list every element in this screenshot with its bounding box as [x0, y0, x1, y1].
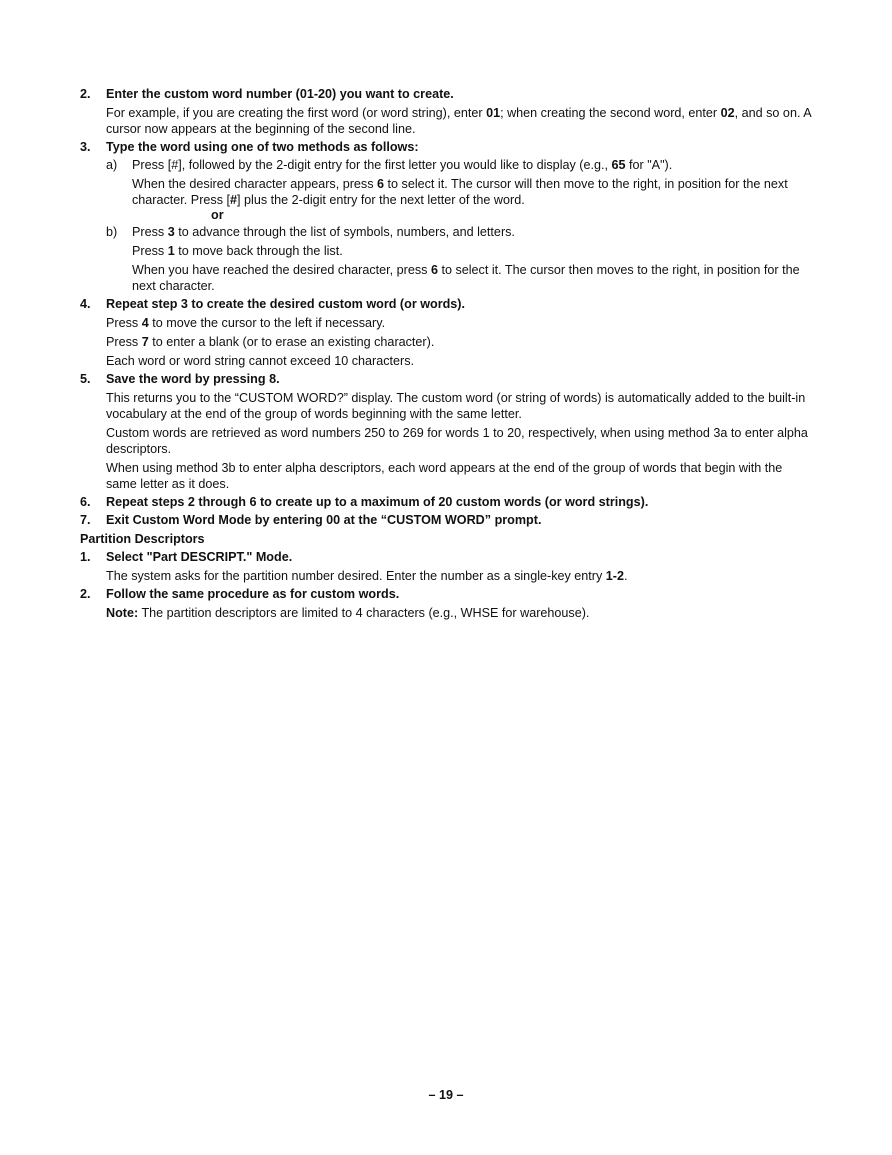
step-paragraph: [106, 568, 814, 584]
step-number: 4.: [80, 297, 91, 311]
step-number: 7.: [80, 513, 91, 527]
bold-run: 01: [486, 106, 501, 120]
bold-run: 7: [141, 335, 149, 349]
step-heading: Exit Custom Word Mode by entering 00 at the “CUSTOM WORD” prompt.: [106, 513, 542, 527]
bold-run: 1: [167, 244, 175, 258]
text-run: for "A").: [625, 158, 673, 172]
note-paragraph: [106, 605, 814, 621]
step-paragraph: Each word or word string cannot exceed 10 characters.: [106, 354, 415, 368]
step-paragraph: This returns you to the “CUSTOM WORD?” display. The custom word (or string of words) is automatically added to the built-in vocabulary at the end of the group of words beginning with the same letter.: [106, 391, 806, 421]
method-line: [132, 262, 814, 294]
text-run: to advance through the list of symbols, numbers, and letters.: [174, 225, 515, 239]
partition-step-2: [80, 586, 814, 621]
text-run: ] plus the 2-digit entry for the next letter of the word.: [237, 193, 525, 207]
step-paragraph: [106, 315, 814, 331]
method-line: [132, 176, 814, 208]
step-number: 5.: [80, 372, 91, 386]
method-line: [132, 157, 814, 173]
step-heading: Type the word using one of two methods as follows:: [106, 140, 419, 154]
page-number: – 19 –: [428, 1088, 464, 1102]
text-run: to move the cursor to the left if necessary.: [148, 316, 386, 330]
method-letter: b): [106, 225, 118, 239]
step-paragraph: [106, 105, 814, 137]
step-paragraph: When using method 3b to enter alpha descriptors, each word appears at the end of the group of words that begin with the same letter as it does.: [106, 461, 783, 491]
step-2: [80, 86, 814, 137]
bold-run: 3: [167, 225, 175, 239]
bold-run: 02: [720, 106, 735, 120]
text-run: The system asks for the partition number desired. Enter the number as a single-key entry: [106, 569, 606, 583]
step-heading: Select "Part DESCRIPT." Mode.: [106, 550, 293, 564]
text-run: .: [624, 569, 628, 583]
step-3: [80, 139, 814, 294]
step-4: [80, 296, 814, 369]
or-separator: or: [211, 208, 224, 222]
note-label: Note:: [106, 606, 139, 620]
step-heading: Save the word by pressing 8.: [106, 372, 280, 386]
text-run: Press: [106, 316, 142, 330]
step-number: 2.: [80, 587, 91, 601]
method-a: [106, 157, 814, 208]
bold-run: #: [230, 193, 238, 207]
text-run: When the desired character appears, press: [132, 177, 378, 191]
bold-run: 1-2: [605, 569, 624, 583]
text-run: Press [#], followed by the 2-digit entry for the first letter you would like to display (e.g.,: [132, 158, 612, 172]
text-run: to select it. The cursor then moves to the right, in position for the next character.: [132, 263, 800, 293]
step-number: 2.: [80, 87, 91, 101]
text-run: Press: [132, 225, 168, 239]
text-run: Press: [132, 244, 168, 258]
bold-run: 6: [430, 263, 438, 277]
bold-run: 4: [141, 316, 149, 330]
instructions-body: [80, 84, 814, 621]
partition-step-1: [80, 549, 814, 584]
step-number: 6.: [80, 495, 91, 509]
method-line: [132, 243, 814, 259]
step-paragraph: [106, 334, 814, 350]
bold-run: 6: [377, 177, 385, 191]
text-run: When you have reached the desired character, press: [132, 263, 431, 277]
step-6: [80, 494, 814, 510]
text-run: , and so on. A cursor now appears at the beginning of the second line.: [106, 106, 811, 136]
step-heading: Repeat step 3 to create the desired custom word (or words).: [106, 297, 466, 311]
text-run: The partition descriptors are limited to 4 characters (e.g., WHSE for warehouse).: [138, 606, 590, 620]
text-run: ; when creating the second word, enter: [500, 106, 721, 120]
method-b: [106, 224, 814, 294]
text-run: to enter a blank (or to erase an existing character).: [148, 335, 435, 349]
text-run: to select it. The cursor will then move to the right, in position for the next character. Press [: [132, 177, 788, 207]
step-number: 1.: [80, 550, 91, 564]
step-paragraph: Custom words are retrieved as word numbers 250 to 269 for words 1 to 20, respectively, when using method 3a to enter alpha descriptors.: [106, 426, 808, 456]
method-line: [132, 224, 814, 240]
step-heading: Repeat steps 2 through 6 to create up to a maximum of 20 custom words (or word strings).: [106, 495, 649, 509]
method-letter: a): [106, 158, 118, 172]
section-title: Partition Descriptors: [80, 532, 205, 546]
text-run: For example, if you are creating the first word (or word string), enter: [106, 106, 487, 120]
step-number: 3.: [80, 140, 91, 154]
bold-run: 65: [611, 158, 626, 172]
text-run: Press: [106, 335, 142, 349]
step-heading: Follow the same procedure as for custom words.: [106, 587, 400, 601]
step-7: [80, 512, 814, 528]
text-run: to move back through the list.: [174, 244, 343, 258]
step-5: [80, 371, 814, 492]
step-heading: Enter the custom word number (01-20) you want to create.: [106, 87, 454, 101]
